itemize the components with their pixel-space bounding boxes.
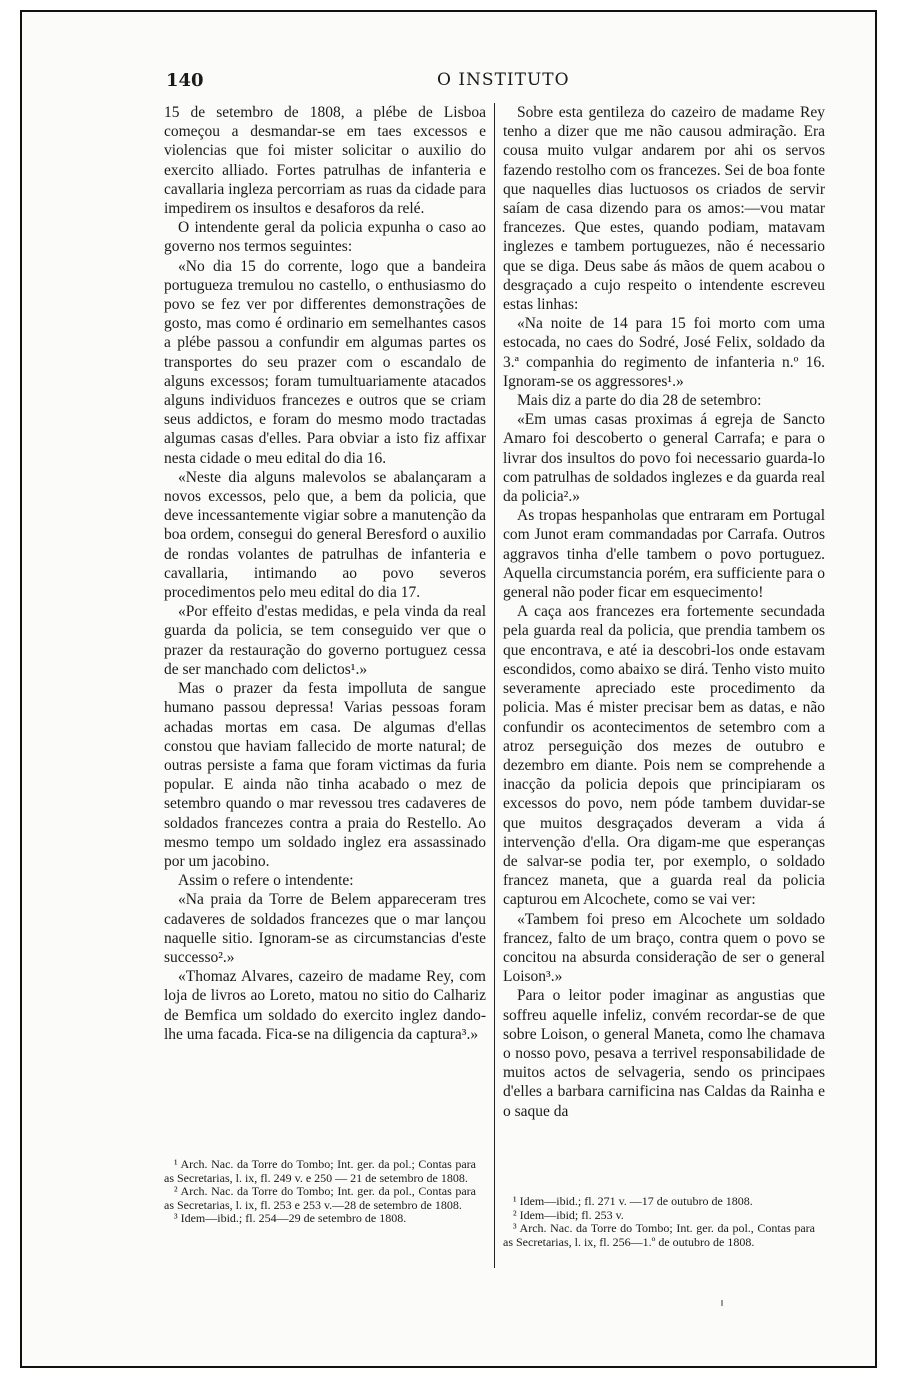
- quote-paragraph: «Thomaz Alvares, cazeiro de madame Rey, com loja de livros ao Loreto, matou no sitio do Calhariz de Bemfica um soldado do exercito inglez dando-lhe uma facada. Fica-se na diligencia da captura³.»: [164, 968, 486, 1043]
- footnote: ³ Idem—ibid.; fl. 254—29 de setembro de 1808.: [174, 1211, 407, 1225]
- quote-paragraph: «Tambem foi preso em Alcochete um soldado francez, falto de um braço, contra quem o povo se concitou na absurda consideração de ser o general Loison³.»: [503, 910, 825, 986]
- quote-paragraph: «Na praia da Torre de Belem appareceram tres cadaveres de soldados francezes que o mar lançou naquelle sitio. Ignoram-se as circumstancias d'este successo².»: [164, 891, 486, 966]
- quote-paragraph: «No dia 15 do corrente, logo que a bandeira portugueza tremulou no castello, o enthusiasmo do povo se fez ver por differentes demonstrações de gosto, mas como é ordinario em semelhantes casos a plébe passou a confundir em algumas partes os transportes do seu prazer com o escandalo de alguns excessos; foram tumultuariamente atacados alguns individuos francezes e outros que se criam seus addictos, e foram do mesmo modo tractadas algumas casas d'elles. Para obviar a isto fiz affixar nesta cidade o meu edital do dia 16.: [164, 257, 486, 467]
- paragraph: Assim o refere o intendente:: [178, 872, 354, 890]
- paragraph: A caça aos francezes era fortemente secundada pela guarda real da policia, que prendia tambem os que encontrava, e até ia descobri-los onde estavam escondidos, como abaixo se dirá. Tenho visto muito severamente apreciado este procedimento da policia. Mas é mister precisar bem as datas, e não confundir os acontecimentos de setembro com a atroz perseguição dos mezes de outubro e dezembro em diante. Pois nem se comprehende a inacção da policia depois que principiaram os excessos do povo, nem póde tambem duvidar-se que muitos desgraçados deveram a vida á intervenção d'ella. Ora digam-me que esperanças de salvar-se podia ter, por exemplo, o soldado francez maneta, que a guarda real da policia capturou em Alcochete, como se vai ver:: [503, 603, 825, 909]
- running-head: O INSTITUTO: [437, 70, 570, 90]
- paragraph: Sobre esta gentileza do cazeiro de madame Rey tenho a dizer que me não causou admiração. Era cousa muito vulgar andarem por ahi os servos fazendo restolho com os francezes. Sei de boa fonte que naquelles dias luctuosos os criados de servir saíam de casa dizendo para os amos:—vou matar francezes. Que estes, quando podiam, matavam inglezes e tambem portuguezes, não é necessario que se diga. Deus sabe ás mãos de quem acabou o desgraçado a cujo respeito o intendente escreveu estas linhas:: [503, 104, 825, 314]
- paragraph: O intendente geral da policia expunha o caso ao governo nos termos seguintes:: [164, 219, 486, 256]
- paragraph: Mais diz a parte do dia 28 de setembro:: [517, 392, 762, 410]
- page-number: 140: [166, 70, 204, 91]
- column-rule: [494, 103, 495, 1268]
- footnotes-left: [164, 1158, 476, 1226]
- right-column: [503, 103, 825, 1121]
- quote-paragraph: «Em umas casas proximas á egreja de Sancto Amaro foi descoberto o general Carrafa; e para o livrar dos insultos do povo foi necessario guarda-lo com patrulhas de soldados inglezes e da guarda real da policia².»: [503, 411, 825, 506]
- footnote: ¹ Idem—ibid.; fl. 271 v. —17 de outubro de 1808.: [513, 1194, 753, 1208]
- paragraph: As tropas hespanholas que entraram em Portugal com Junot eram commandadas por Carrafa. Outros aggravos tinha d'elle tambem o povo portuguez. Aquella circumstancia porém, era sufficiente para o general não poder ficar em esquecimento!: [503, 507, 825, 602]
- paragraph: 15 de setembro de 1808, a plébe de Lisboa começou a desmandar-se em taes excessos e violencias que foi mister solicitar o auxilio do exercito alliado. Fortes patrulhas de infanteria e cavallaria ingleza percorriam as ruas da cidade para impedirem os insultos e desaforos da relé.: [164, 104, 486, 218]
- footnote: ³ Arch. Nac. da Torre do Tombo; Int. ger. da pol., Contas para as Secretarias, l. ix, fl. 256—1.º de outubro de 1808.: [503, 1221, 815, 1249]
- footnotes-right: [503, 1195, 815, 1249]
- footnote: ² Arch. Nac. da Torre do Tombo; Int. ger. da pol., Contas para as Secretarias, l. ix, fl. 253 e 253 v.—28 de setembro de 1808.: [164, 1184, 476, 1212]
- print-speck: [721, 1300, 723, 1306]
- quote-paragraph: «Neste dia alguns malevolos se abalançaram a novos excessos, pelo que, a bem da policia, que deve incessantemente vigiar sobre a manutenção da boa ordem, consegui do general Beresford o auxilio de rondas volantes de patrulhas de infanteria e cavallaria, intimando ao povo severos procedimentos pelo meu edital do dia 17.: [164, 468, 486, 602]
- left-column: [164, 103, 486, 1044]
- footnote: ² Idem—ibid; fl. 253 v.: [513, 1207, 624, 1222]
- paragraph: Mas o prazer da festa impolluta de sangue humano passou depressa! Varias pessoas foram achadas mortas em casa. De algumas d'ellas constou que haviam fallecido de morte natural; de outras persiste a fama que foram victimas da furia popular. E ainda não tinha acabado o mez de setembro quando o mar revessou tres cadaveres de soldados francezes contra a praia do Restello. Ao mesmo tempo um soldado inglez era assassinado por um jacobino.: [164, 680, 486, 870]
- footnote: ¹ Arch. Nac. da Torre do Tombo; Int. ger. da pol.; Contas para as Secretarias, l. ix, fl. 249 v. e 250 — 21 de setembro de 1808.: [164, 1157, 476, 1185]
- quote-paragraph: «Na noite de 14 para 15 foi morto com uma estocada, no caes do Sodré, José Felix, soldado da 3.ª companhia do regimento de infanteria n.º 16. Ignoram-se os aggressores¹.»: [503, 315, 825, 390]
- quote-paragraph: «Por effeito d'estas medidas, e pela vinda da real guarda da policia, se tem conseguido ver que o prazer da restauração do governo portuguez cessa de ser manchado com delictos¹.»: [164, 603, 486, 678]
- paragraph: Para o leitor poder imaginar as angustias que soffreu aquelle infeliz, convém recordar-se de que sobre Loison, o general Maneta, como lhe chamava o nosso povo, pesava a terrivel responsabilidade de muitos actos de selvageria, sendo os principaes d'elles a barbara carnificina nas Caldas da Rainha e o saque da: [503, 987, 825, 1120]
